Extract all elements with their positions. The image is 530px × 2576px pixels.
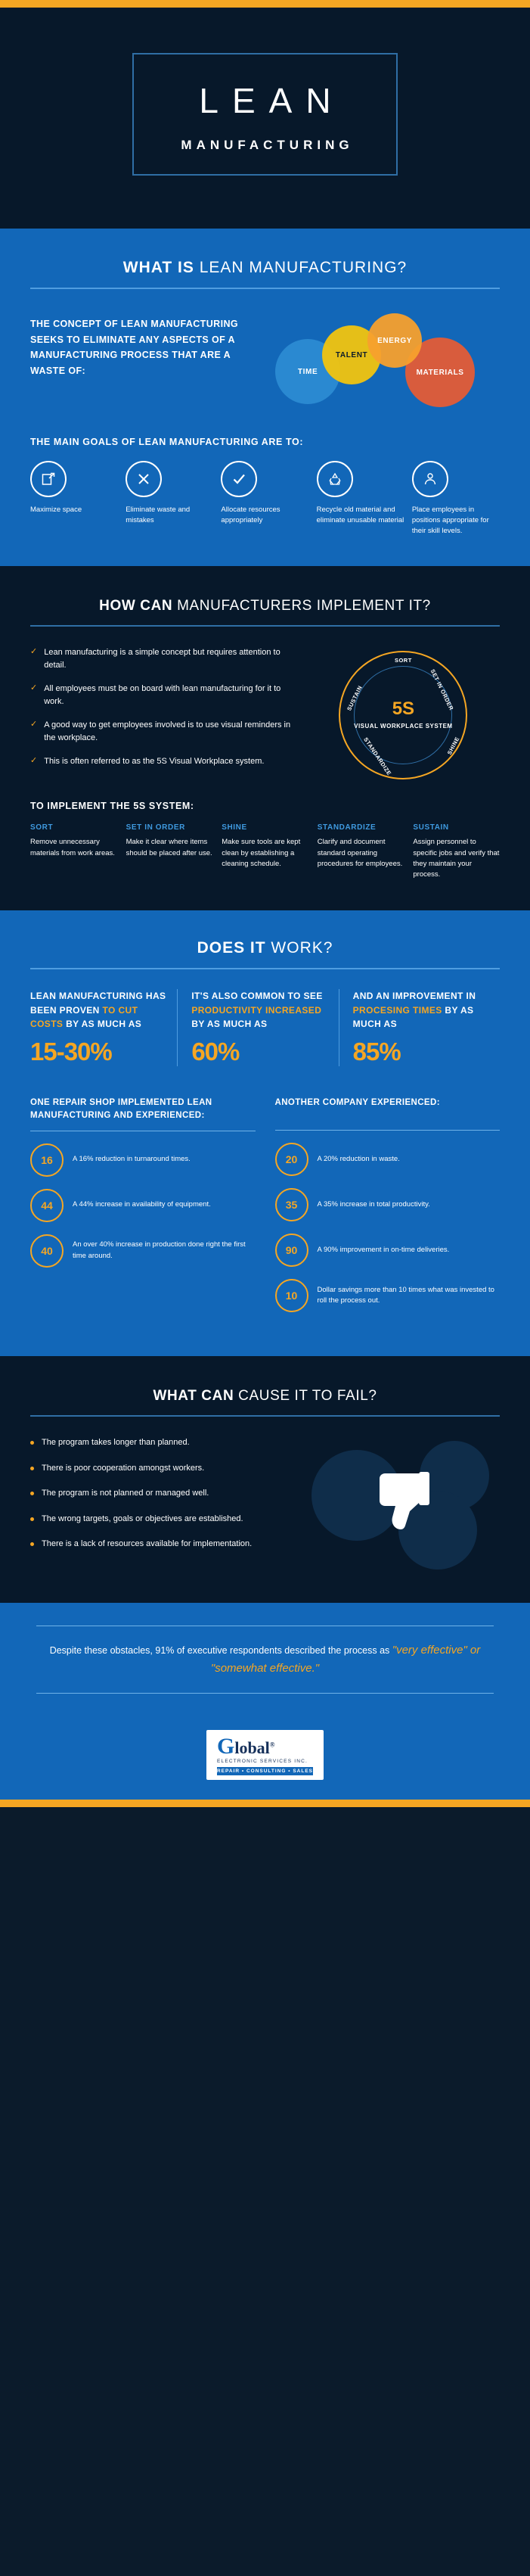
quote-emphasis: "very effective" or "somewhat effective." [210,1644,481,1675]
footer [0,1719,530,1800]
stat-badge: 44 [30,1189,64,1222]
list-item [30,1487,289,1500]
case-heading: ONE REPAIR SHOP IMPLEMENTED LEAN MANUFACTURING AND EXPERIENCED: [30,1098,212,1121]
fail-text: The program takes longer than planned. [42,1438,190,1448]
list-item [275,1279,501,1312]
stat-lead [191,989,327,1031]
thumbs-down-icon [372,1472,431,1538]
section-work-heading-bold: DOES IT [197,939,271,957]
section-how-heading [30,598,500,614]
five-s-text: Make it clear where items should be placed after use. [126,838,212,857]
section-what-heading [30,259,500,277]
case-text: A 35% increase in total productivity. [317,1199,430,1209]
stat-block [177,989,338,1066]
divider [275,1130,501,1131]
stat-lead-highlight: TO CUT COSTS [30,1004,138,1030]
bullet-text: All employees must be on board with lean manufacturing for it to work. [44,684,281,706]
hero-section [0,8,530,229]
section-fail-heading-light: CAUSE IT TO FAIL? [238,1388,377,1405]
check-icon: ✓ [30,647,38,657]
concept-text: THE CONCEPT OF LEAN MANUFACTURING SEEKS TO ELIMINATE ANY ASPECTS OF A MANUFACTURING PROCESS THAT ARE A WASTE OF: [30,319,238,376]
goal-item [412,461,500,536]
expand-arrow-icon [30,461,67,497]
goal-label: Allocate resources appropriately [221,506,280,524]
fail-text: The program is not planned or managed well. [42,1489,209,1498]
wheel-label-sort: SORT [394,657,412,664]
case-study [30,1097,256,1324]
divider [36,1693,494,1694]
wheel-center-subtitle: VISUAL WORKPLACE SYSTEM [354,722,453,730]
goal-label: Place employees in positions appropriate for their skill levels. [411,506,489,535]
stat-lead-part: LEAN MANUFACTURING HAS BEEN PROVEN [30,991,166,1016]
stat-lead-part: AND AN IMPROVEMENT IN [352,991,476,1002]
stat-badge: 40 [30,1234,64,1268]
case-heading: ANOTHER COMPANY EXPERIENCED: [274,1098,440,1108]
stat-block [339,989,500,1066]
section-fail [0,1356,530,1603]
concept-row [30,309,500,411]
list-item [30,1234,256,1268]
section-how-can [0,566,530,910]
section-what-heading-bold: WHAT IS [122,259,200,276]
five-s-title: SUSTAIN [413,823,449,832]
list-item [30,1189,256,1222]
goal-label: Maximize space [30,506,82,514]
x-mark-icon [126,461,162,497]
logo-subtitle: ELECTRONIC SERVICES INC. [216,1759,308,1765]
implementation-bullets [30,646,293,779]
list-item [30,646,293,671]
case-text: An over 40% increase in production done right the first time around. [73,1240,246,1260]
person-icon [412,461,448,497]
logo-name: lobal [234,1738,270,1758]
registered-mark-icon: ® [269,1741,275,1749]
five-s-text: Clarify and document standard operating procedures for employees. [317,838,403,868]
quote-text [36,1626,494,1693]
five-s-wheel [339,651,467,779]
stats-row [30,989,500,1066]
case-study [275,1097,501,1324]
case-text: Dollar savings more than 10 times what was invested to roll the process out. [317,1285,494,1305]
goals-heading: THE MAIN GOALS OF LEAN MANUFACTURING ARE TO: [30,437,304,447]
section-what-is [0,229,530,566]
company-logo[interactable] [206,1730,324,1780]
logo-initial: G [216,1734,235,1759]
goal-item [126,461,213,536]
wheel-center-title: 5S [392,698,415,719]
implementation-row [30,646,500,779]
list-item [275,1143,501,1176]
bullet-dot-icon [30,1492,34,1495]
section-what-heading-light: LEAN MANUFACTURING? [199,259,408,276]
stat-badge: 20 [275,1143,308,1176]
bullet-dot-icon [30,1441,34,1445]
stat-badge: 16 [30,1143,64,1177]
waste-venn-diagram [268,309,494,411]
stat-value: 85% [352,1038,401,1066]
five-s-column [413,823,500,880]
fail-text: There is a lack of resources available for implementation. [42,1539,253,1549]
section-quote [0,1603,530,1719]
divider [30,968,500,969]
goals-list [30,461,500,536]
bullet-dot-icon [30,1542,34,1546]
check-icon: ✓ [30,756,38,766]
list-item [30,1436,289,1449]
five-s-column [30,823,117,880]
list-item [30,1143,256,1177]
quote-plain: Despite these obstacles, 91% of executive respondents described the process as [49,1645,392,1657]
list-item [30,719,293,744]
logo-services-bar: REPAIR • CONSULTING • SALES [216,1769,313,1775]
case-text: A 20% reduction in waste. [317,1154,400,1163]
five-s-columns [30,823,500,880]
goal-item [30,461,118,536]
five-s-text: Make sure tools are kept clean by establishing a cleaning schedule. [222,838,301,868]
section-fail-heading-bold: WHAT CAN [153,1388,239,1405]
divider [30,288,500,289]
list-item [30,1513,289,1526]
check-mark-icon [221,461,257,497]
fail-row [30,1436,500,1573]
logo-wordmark [217,1735,313,1758]
page-title: LEAN [199,81,345,120]
fail-text: There is poor cooperation amongst workers. [42,1463,205,1473]
stat-badge: 10 [275,1279,308,1312]
list-item [275,1188,501,1221]
case-text: A 44% increase in availability of equipment. [73,1200,211,1209]
goal-label: Recycle old material and eliminate unusable material [316,506,404,524]
hero-title-box [132,53,397,176]
goal-item [317,461,404,536]
case-text: A 16% reduction in turnaround times. [73,1155,191,1164]
thumbs-down-illustration [304,1436,500,1573]
section-work-heading-light: WORK? [271,939,333,957]
goal-item [221,461,308,536]
stat-badge: 90 [275,1234,308,1267]
divider [30,625,500,627]
bullet-dot-icon [30,1517,34,1521]
bullet-text: This is often referred to as the 5S Visual Workplace system. [44,757,265,767]
section-how-heading-light: MANUFACTURERS IMPLEMENT IT? [177,598,431,614]
stat-lead-highlight: PRODUCTIVITY INCREASED [191,1004,322,1016]
bottom-accent-bar [0,1800,530,1807]
stat-value: 15-30% [30,1038,112,1066]
section-does-it-work [0,910,530,1356]
five-s-text: Assign personnel to specific jobs and verify that they maintain your process. [413,838,500,879]
five-s-heading: TO IMPLEMENT THE 5S SYSTEM: [30,801,194,812]
stat-lead [30,989,166,1031]
venn-circle-materials: MATERIALS [405,338,475,407]
five-s-title: STANDARDIZE [317,823,377,832]
stat-lead-highlight: PROCESING TIMES [352,1004,442,1016]
fail-list [30,1436,289,1563]
stat-lead-part: BY AS MUCH AS [352,1004,474,1030]
bullet-dot-icon [30,1467,34,1470]
stat-badge: 35 [275,1188,308,1221]
top-accent-bar [0,0,530,8]
case-studies [30,1097,500,1324]
five-s-title: SHINE [222,823,247,832]
section-work-heading [30,939,500,957]
case-text: A 90% improvement in on-time deliveries. [317,1245,450,1254]
stat-lead [353,989,489,1031]
fail-text: The wrong targets, goals or objectives are established. [42,1514,243,1523]
venn-circle-talent: TALENT [322,325,381,384]
wheel-label-standardize: STANDARDIZE [362,736,393,777]
list-item [30,683,293,708]
bullet-text: Lean manufacturing is a simple concept but requires attention to detail. [44,648,280,670]
section-fail-heading [30,1388,500,1405]
check-icon: ✓ [30,720,38,730]
stat-lead-part: BY AS MUCH AS [63,1019,142,1030]
stat-block [30,989,177,1066]
five-s-title: SORT [30,823,54,832]
stat-value: 60% [191,1038,240,1066]
five-s-wheel-wrapper [307,646,500,779]
list-item [30,1538,289,1551]
wheel-label-shine: SHINE [445,736,461,757]
five-s-column [126,823,213,880]
five-s-text: Remove unnecessary materials from work areas. [30,838,115,857]
venn-circle-energy: ENERGY [367,313,422,368]
wheel-label-sustain: SUSTAIN [346,684,364,712]
bullet-text: A good way to get employees involved is to use visual reminders in the workplace. [44,720,291,742]
five-s-column [222,823,308,880]
venn-circle-time: TIME [275,339,340,404]
recycle-icon [317,461,353,497]
five-s-column [318,823,404,880]
wheel-label-set-in-order: SET IN ORDER [429,668,455,712]
list-item [30,755,293,768]
wheel-center [339,651,467,779]
list-item [30,1462,289,1475]
stat-lead-part: IT'S ALSO COMMON TO SEE [191,991,323,1002]
section-how-heading-bold: HOW CAN [99,598,178,614]
goal-label: Eliminate waste and mistakes [126,506,191,524]
list-item [275,1234,501,1267]
divider [30,1415,500,1417]
stat-lead-part: BY AS MUCH AS [191,1019,268,1030]
five-s-title: SET IN ORDER [126,823,185,832]
check-icon: ✓ [30,683,38,693]
page-subtitle: MANUFACTURING [181,138,354,152]
